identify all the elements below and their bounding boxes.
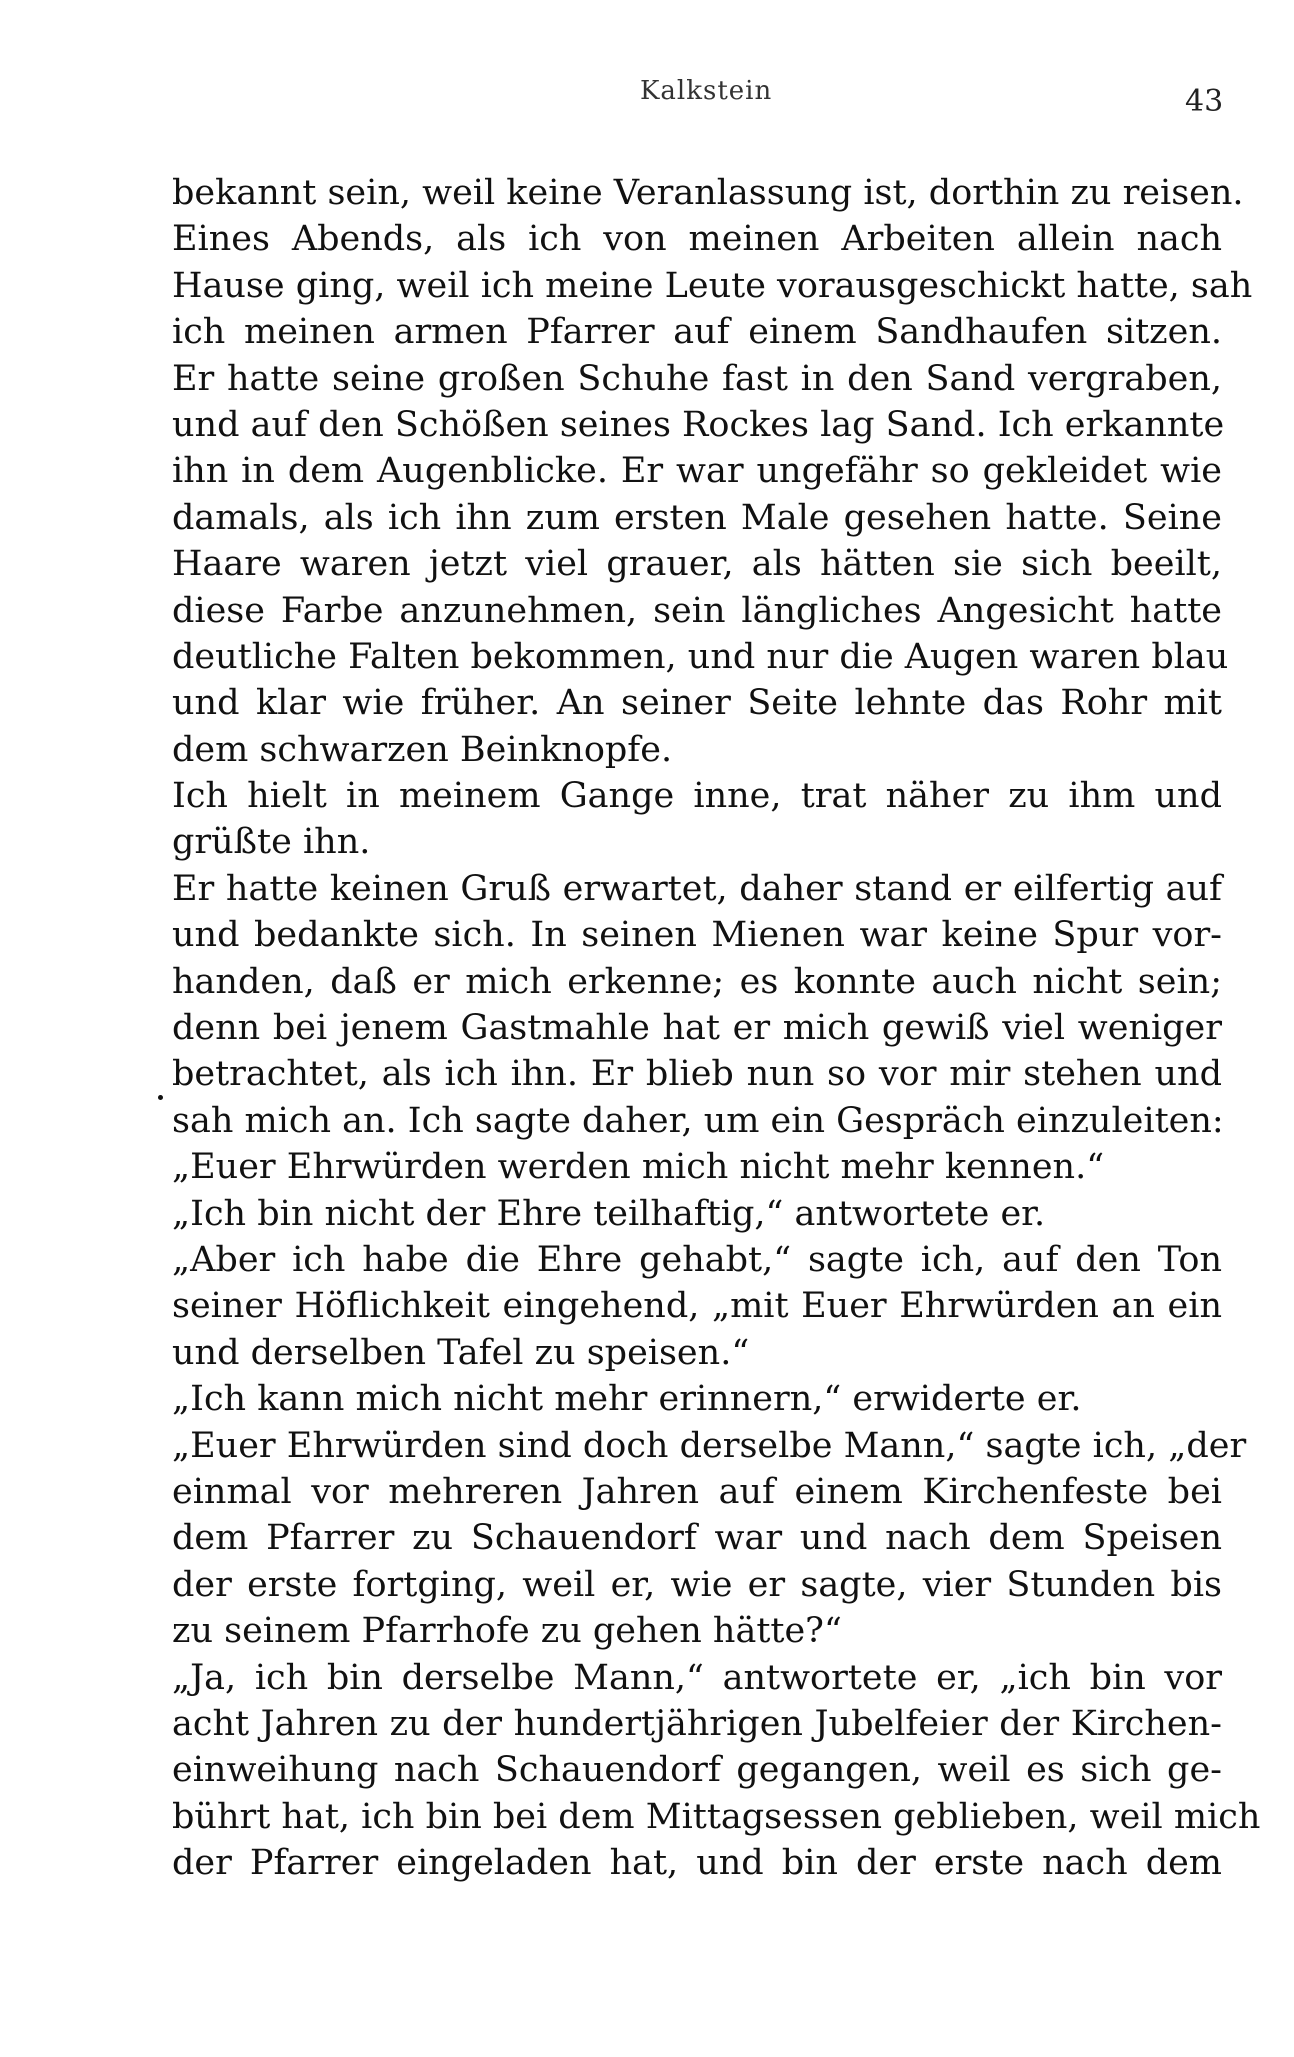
page-number: 43 [1185,84,1224,119]
text-line: betrachtet, als ich ihn. Er blieb nun so vor mir stehen und [172,1054,1222,1095]
text-line: und klar wie früher. An seiner Seite lehnte das Rohr mit [172,683,1222,724]
ink-speck [158,1095,163,1100]
text-line: grüßte ihn. [172,822,371,863]
text-line: der erste fortging, weil er, wie er sagte, vier Stunden bis [172,1564,1222,1605]
text-line: deutliche Falten bekommen, und nur die Augen waren blau [172,636,1229,677]
text-line: Haare waren jetzt viel grauer, als hätten sie sich beeilt, [172,544,1222,585]
text-line: denn bei jenem Gastmahle hat er mich gewiß viel weniger [172,1008,1222,1049]
text-line: Hause ging, weil ich meine Leute vorausgeschickt hatte, sah [172,265,1253,306]
text-line: dem schwarzen Beinknopfe. [172,729,673,770]
text-line: handen, daß er mich erkenne; es konnte auch nicht sein; [172,961,1222,1002]
text-line: „Ja, ich bin derselbe Mann,“ antwortete er, „ich bin vor [172,1657,1222,1698]
text-line: „Euer Ehrwürden werden mich nicht mehr kennen.“ [172,1147,1105,1188]
text-line: „Euer Ehrwürden sind doch derselbe Mann,“ sagte ich, „der [172,1425,1247,1466]
text-line: zu seinem Pfarrhofe zu gehen hätte?“ [172,1611,842,1652]
text-line: acht Jahren zu der hundertjährigen Jubelfeier der Kirchen- [172,1703,1222,1744]
text-line: Ich hielt in meinem Gange inne, trat näher zu ihm und [172,776,1222,817]
body-text [172,170,1261,1886]
text-line: „Aber ich habe die Ehre gehabt,“ sagte ich, auf den Ton [172,1239,1222,1280]
text-line: und auf den Schößen seines Rockes lag Sand. Ich erkannte [172,404,1225,445]
text-line: dem Pfarrer zu Schauendorf war und nach dem Speisen [172,1518,1222,1559]
running-title: Kalkstein [640,76,773,106]
text-line: „Ich bin nicht der Ehre teilhaftig,“ antwortete er. [172,1193,1046,1234]
text-line: Er hatte seine großen Schuhe fast in den Sand vergraben, [172,358,1222,399]
text-line: einmal vor mehreren Jahren auf einem Kirchenfeste bei [172,1471,1222,1512]
text-line: seiner Höflichkeit eingehend, „mit Euer Ehrwürden an ein [172,1286,1222,1327]
text-line: damals, als ich ihn zum ersten Male gesehen hatte. Seine [172,497,1222,538]
text-line: und derselben Tafel zu speisen.“ [172,1332,750,1373]
text-line: der Pfarrer eingeladen hat, und bin der erste nach dem [172,1843,1222,1884]
text-line: ihn in dem Augenblicke. Er war ungefähr so gekleidet wie [172,451,1222,492]
text-line: sah mich an. Ich sagte daher, um ein Gespräch einzuleiten: [172,1100,1224,1141]
text-line: diese Farbe anzunehmen, sein längliches Angesicht hatte [172,590,1222,631]
text-line: bührt hat, ich bin bei dem Mittagsessen geblieben, weil mich [172,1796,1261,1837]
text-line: ich meinen armen Pfarrer auf einem Sandhaufen sitzen. [172,312,1222,353]
text-line: Eines Abends, als ich von meinen Arbeiten allein nach [172,219,1222,260]
text-line: einweihung nach Schauendorf gegangen, weil es sich ge- [172,1750,1222,1791]
text-line: bekannt sein, weil keine Veranlassung ist, dorthin zu reisen. [172,173,1244,213]
text-line: und bedankte sich. In seinen Mienen war keine Spur vor- [172,915,1222,956]
text-line: „Ich kann mich nicht mehr erinnern,“ erwiderte er. [172,1379,1082,1420]
text-line: Er hatte keinen Gruß erwartet, daher stand er eilfertig auf [172,868,1222,909]
